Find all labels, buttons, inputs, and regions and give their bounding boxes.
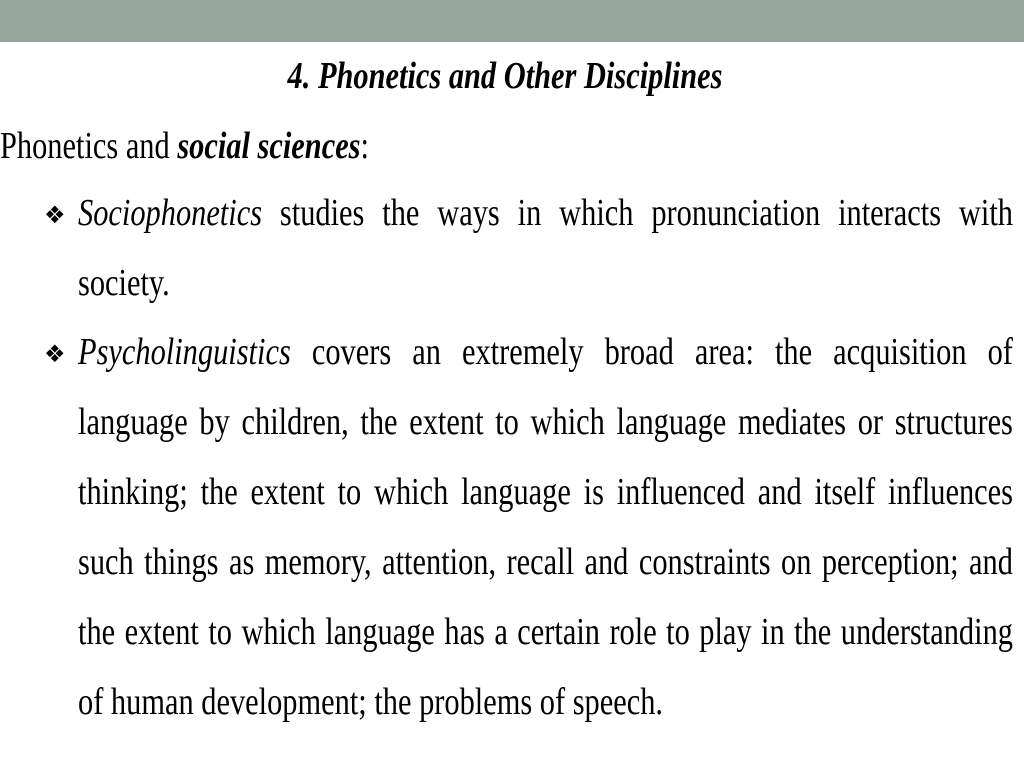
- bullet-word: acquisition: [833, 331, 967, 373]
- bullet-word: which: [374, 471, 449, 513]
- bullet-word: language: [78, 401, 188, 443]
- bullet-word: an: [412, 331, 441, 373]
- bullet-term-word: Sociophonetics: [78, 192, 263, 234]
- bullet-word: is: [583, 471, 604, 513]
- bullet-word: extremely: [461, 331, 584, 373]
- bullet-word: constraints: [638, 541, 771, 583]
- bullet-word: to: [666, 611, 690, 653]
- bullet-word: extent: [409, 401, 484, 443]
- bullet-line: of human development; the problems of speech.: [78, 681, 664, 723]
- bullet-word: in: [761, 611, 785, 653]
- bullet-word: by: [199, 401, 230, 443]
- bullet-word: memory,: [264, 541, 372, 583]
- intro-emphasis: social sciences: [177, 125, 361, 167]
- bullet-word: role: [609, 611, 657, 653]
- bullet-word: area:: [694, 331, 754, 373]
- bullet-line: [78, 457, 1013, 527]
- bullet-line: [78, 387, 1013, 457]
- bullet-word: the: [200, 471, 238, 513]
- bullet-word: understanding: [840, 611, 1013, 653]
- bullet-word: structures: [894, 401, 1013, 443]
- bullet-word: studies: [279, 192, 365, 234]
- bullet-word: and: [969, 541, 1013, 583]
- bullet-term-word: Psycholinguistics: [78, 331, 291, 373]
- bullet-word: the: [78, 611, 116, 653]
- bullet-word: perception;: [821, 541, 959, 583]
- bullet-word: influences: [888, 471, 1013, 513]
- bullet-word: and: [757, 471, 802, 513]
- diamond-bullet-icon: ❖: [44, 340, 66, 368]
- intro-prefix: Phonetics and: [0, 125, 178, 167]
- bullet-line: [78, 597, 1013, 667]
- bullet-word: children,: [241, 401, 349, 443]
- bullet-word: itself: [814, 471, 876, 513]
- bullet-word: to: [208, 611, 232, 653]
- bullet-word: and: [584, 541, 629, 583]
- bullet-word: to: [337, 471, 362, 513]
- bullet-word: play: [699, 611, 752, 653]
- bullet-word: language: [461, 471, 571, 513]
- bullet-word: interacts: [838, 192, 942, 234]
- bullet-word: which: [559, 192, 634, 234]
- bullet-word: attention,: [382, 541, 497, 583]
- bullet-word: with: [958, 192, 1013, 234]
- bullet-word: to: [495, 401, 519, 443]
- bullet-word: thinking;: [78, 471, 188, 513]
- bullet-line: [78, 527, 1013, 597]
- bullet-word: which: [241, 611, 316, 653]
- diamond-bullet-icon: ❖: [44, 201, 66, 229]
- bullet-word: as: [228, 541, 255, 583]
- bullet-word: the: [382, 192, 420, 234]
- bullet-word: of: [987, 331, 1013, 373]
- bullet-word: pronunciation: [651, 192, 821, 234]
- bullet-word: things: [144, 541, 219, 583]
- bullet-word: the: [794, 611, 832, 653]
- bullet-word: language: [616, 401, 727, 443]
- bullet-word: mediates: [737, 401, 846, 443]
- bullet-line: society.: [78, 262, 170, 304]
- bullet-line: [78, 317, 1013, 387]
- bullet-word: in: [517, 192, 542, 234]
- bullet-word: language: [325, 611, 435, 653]
- bullet-word: ways: [437, 192, 500, 234]
- bullet-word: covers: [311, 331, 392, 373]
- bullet-word: on: [781, 541, 812, 583]
- bullet-word: influenced: [616, 471, 745, 513]
- bullet-word: extent: [124, 611, 199, 653]
- bullet-word: certain: [517, 611, 600, 653]
- bullet-word: such: [78, 541, 134, 583]
- bullet-word: or: [857, 401, 884, 443]
- bullet-word: the: [360, 401, 398, 443]
- slide-content: [0, 42, 1024, 768]
- intro-suffix: :: [360, 125, 369, 167]
- bullet-word: extent: [250, 471, 325, 513]
- bullet-text: [78, 317, 1013, 737]
- bullet-word: which: [530, 401, 605, 443]
- bullet-word: a: [494, 611, 508, 653]
- bullet-word: has: [444, 611, 485, 653]
- bullet-word: the: [774, 331, 813, 373]
- bullet-word: recall: [506, 541, 575, 583]
- header-bar: [0, 0, 1024, 42]
- slide-title: 4. Phonetics and Other Disciplines: [287, 55, 723, 97]
- intro-line: [0, 124, 368, 168]
- bullet-line: [78, 178, 1013, 248]
- bullet-word: broad: [604, 331, 674, 373]
- bullet-text: [78, 192, 1013, 318]
